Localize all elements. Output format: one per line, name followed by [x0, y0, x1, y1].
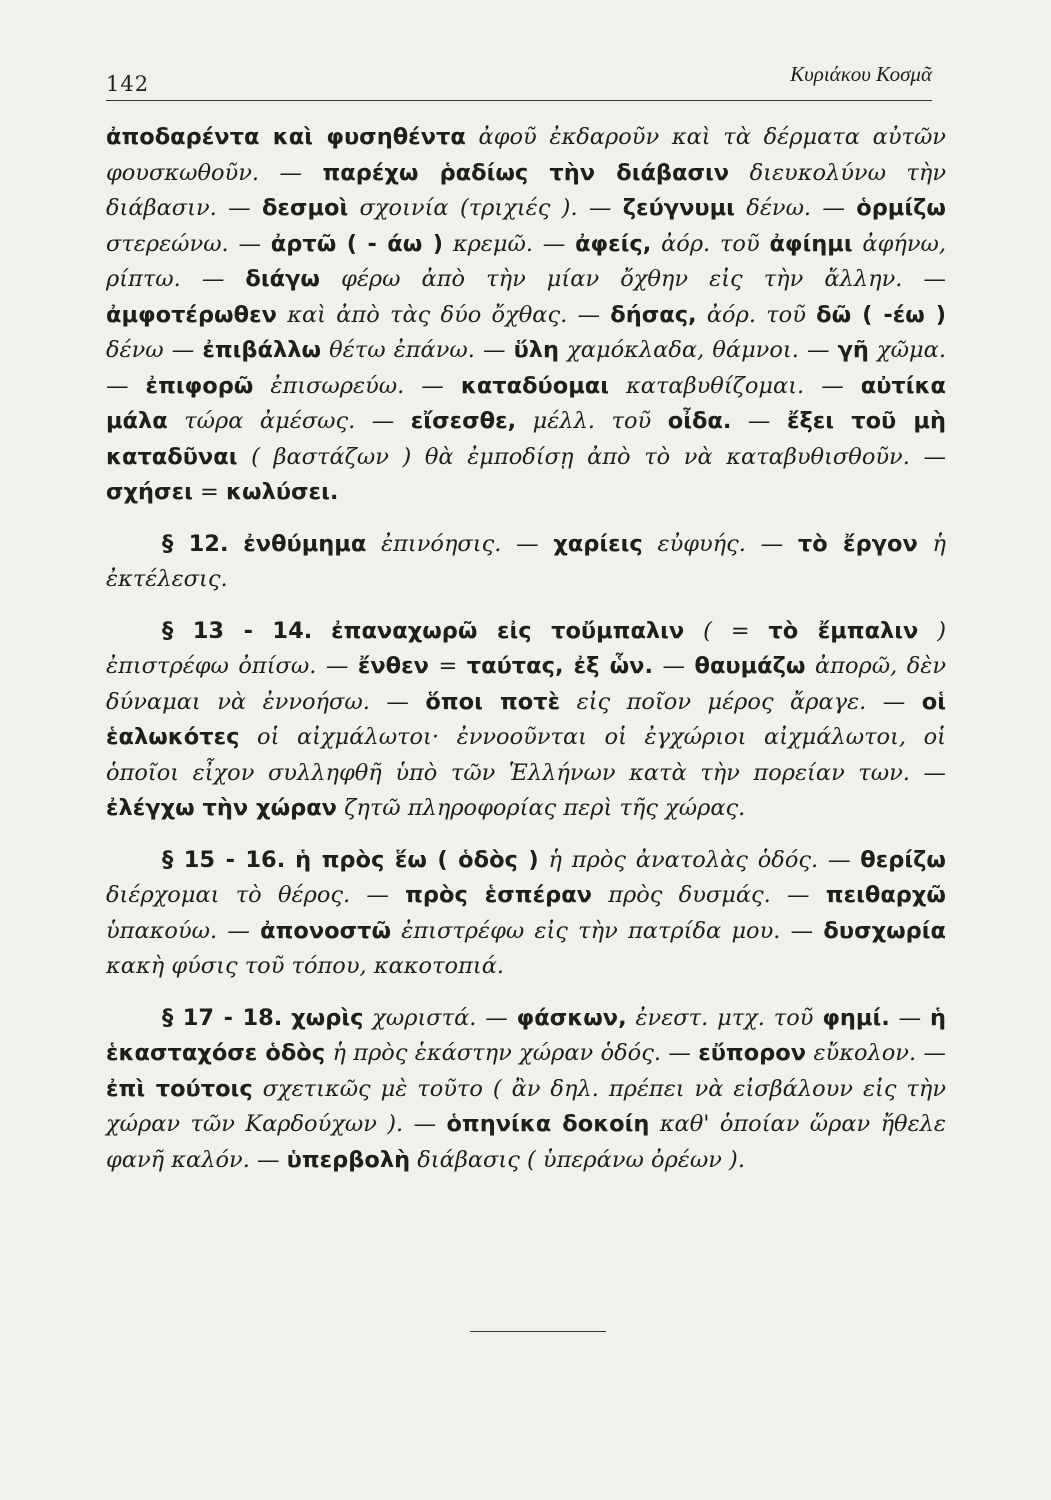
gloss-text: θέτω ἐπάνω. — — [321, 337, 514, 363]
lemma: φάσκων, — [516, 1004, 627, 1031]
gloss-text — [282, 1005, 291, 1031]
gloss-text: χαμόκλαδα, θάμνοι. — — [559, 337, 838, 363]
lemma: ἐπιβάλλω — [202, 337, 322, 363]
lemma: ἀποδαρέντα καὶ φυσηθέντα — [106, 124, 466, 150]
lemma: δυσχωρία — [823, 917, 946, 944]
lemma: θερίζω — [860, 846, 946, 873]
lemma: κωλύσει. — [226, 479, 339, 505]
section-number: § 15 - 16. — [162, 846, 286, 873]
lemma: ἡ ἑκασταχόσε ὁδὸς — [106, 1004, 947, 1066]
gloss-text: μέλλ. τοῦ — [516, 408, 668, 434]
gloss-text: ( βαστάζων ) θὰ ἐμποδίσῃ ἀπὸ τὸ νὰ καταβυθισθοῦν. — — [237, 443, 946, 470]
lemma: διάγω — [245, 266, 320, 292]
lemma: οἱ ἑαλωκότες — [106, 688, 947, 750]
lemma: πρὸς ἑσπέραν — [405, 882, 592, 908]
gloss-text: σχοινία (τριχιές ). — — [348, 195, 623, 221]
lemma: παρέχω ῥαδίως τὴν διάβασιν — [322, 159, 730, 186]
gloss-text — [229, 531, 244, 557]
gloss-text: — — [653, 653, 695, 679]
gloss-text: διευκολύνω τὴν διάβασιν. — — [106, 159, 947, 221]
gloss-text: ) ἐπιστρέφω ὀπίσω. — — [106, 617, 946, 679]
lemma: φημί. — [822, 1004, 890, 1031]
gloss-text: ἡ ἐκτέλεσις. — [106, 530, 946, 592]
paragraph — [106, 527, 946, 598]
gloss-text: οἱ αἰχμάλωτοι· ἐννοοῦνται οἱ ἐγχώριοι αἰχμάλωτοι, οἱ ὁποῖοι εἶχον συλληφθῆ ὑπὸ τῶν Ἑλλήνων κατὰ τὴν πορείαν των. — — [106, 724, 946, 786]
paragraph — [106, 614, 946, 827]
gloss-text: φέρω ἀπὸ τὴν μίαν ὄχθην εἰς τὴν ἄλλην. — — [320, 266, 946, 292]
gloss-text: ζητῶ πληροφορίας περὶ τῆς χώρας. — [337, 795, 746, 821]
paragraph — [106, 843, 946, 985]
page-header — [106, 60, 932, 101]
section-number: § 17 - 18. — [162, 1004, 283, 1031]
lemma: ἔνθεν — [357, 653, 429, 679]
gloss-text: σχετικῶς μὲ τοῦτο ( ἂν δηλ. πρέπει νὰ εἰσβάλουν εἰς τὴν χώραν τῶν Καρδούχων ). — — [106, 1075, 946, 1137]
running-head: Κυριάκου Κοσμᾶ — [790, 62, 932, 86]
gloss-text: ἀφοῦ ἐκδαροῦν καὶ τὰ δέρματα αὐτῶν φουσκωθοῦν. — — [106, 124, 946, 186]
gloss-text: ἐπισωρεύω. — — [253, 372, 461, 399]
gloss-text: — — [889, 1004, 930, 1031]
lemma: σχήσει — [106, 479, 193, 505]
lemma: χωρὶς — [291, 1004, 364, 1031]
lemma: δήσας, — [610, 301, 697, 328]
gloss-text: ὑπακούω. — — [106, 917, 261, 944]
gloss-text: = — [429, 653, 467, 679]
lemma: ἐπὶ τούτοις — [106, 1075, 253, 1102]
gloss-text: δένω — — [106, 337, 203, 363]
gloss-text: κρεμῶ. — — [443, 230, 576, 257]
lemma: εἴσεσθε, — [410, 408, 517, 434]
lemma: ὅποι ποτὲ — [425, 688, 561, 715]
section-number: § 13 - 14. — [162, 617, 313, 644]
gloss-text: διάβασις ( ὑπεράνω ὀρέων ). — [410, 1146, 745, 1173]
gloss-text: καθ' ὁποίαν ὥραν ἤθελε φανῆ καλόν. — — [106, 1111, 947, 1173]
gloss-text: τώρα ἀμέσως. — — [167, 408, 411, 434]
gloss-text: εὐφυής. — — [642, 530, 798, 557]
gloss-text: πρὸς δυσμάς. — — [592, 882, 826, 908]
lemma: ὑπερβολὴ — [286, 1146, 411, 1173]
commentary-body — [106, 120, 946, 1178]
end-rule — [470, 1331, 606, 1332]
lemma: ζεύγνυμι — [622, 195, 735, 221]
gloss-text: ἐπινόησις. — — [366, 530, 554, 557]
lemma: ἐνθύμημα — [243, 530, 367, 557]
lemma: ἀφείς, — [575, 230, 652, 257]
gloss-text: ἡ πρὸς ἑκάστην χώραν ὁδός. — — [325, 1040, 699, 1066]
lemma: οἶδα. — [667, 408, 732, 434]
section-number: § 12. — [162, 530, 229, 557]
lemma: ὁρμίζω — [856, 195, 946, 221]
lemma: πειθαρχῶ — [825, 882, 946, 908]
lemma: ἀρτῶ ( - άω ) — [270, 230, 444, 257]
gloss-text: εἰς ποῖον μέρος ἄραγε. — — [560, 688, 922, 715]
gloss-text: ἀφήνω, ρίπτω. — — [106, 230, 946, 292]
gloss-text: ἡ πρὸς ἀνατολὰς ὁδός. — — [538, 846, 861, 873]
gloss-text: ἀόρ. τοῦ — [696, 301, 817, 328]
lemma: ἀπονοστῶ — [260, 917, 392, 944]
lemma: ὁπηνίκα δοκοίη — [446, 1111, 650, 1137]
lemma: ἡ πρὸς ἕω ( ὁδὸς ) — [295, 846, 539, 873]
lemma: δεσμοὶ — [261, 195, 349, 221]
paragraph — [106, 1001, 946, 1179]
lemma: αὐτίκα μάλα — [106, 372, 947, 434]
lemma: εὔπορον — [698, 1040, 807, 1066]
gloss-text: χῶμα. — — [106, 337, 946, 399]
gloss-text: κακὴ φύσις τοῦ τόπου, κακοτοπιά. — [106, 953, 505, 979]
gloss-text: χωριστά. — — [363, 1004, 517, 1031]
gloss-text: καὶ ἀπὸ τὰς δύο ὄχθας. — — [276, 301, 611, 328]
lemma: ἐλέγχω τὴν χώραν — [106, 795, 338, 821]
lemma: χαρίεις — [553, 530, 643, 557]
lemma: ἀμφοτέρωθεν — [106, 301, 277, 328]
lemma: τὸ ἔμπαλιν — [768, 617, 919, 644]
lemma: ὕλη — [513, 337, 560, 363]
lemma: τὸ ἔργον — [797, 530, 918, 557]
lemma: θαυμάζω — [694, 653, 806, 679]
gloss-text: καταβυθίζομαι. — — [609, 372, 861, 399]
gloss-text: ἀόρ. τοῦ — [651, 230, 770, 257]
lemma: καταδύομαι — [460, 372, 609, 399]
lemma: ἀφίημι — [769, 230, 853, 257]
gloss-text: = — [192, 479, 227, 505]
paragraph — [106, 120, 946, 511]
lemma: ἐπιφορῶ — [145, 372, 254, 399]
gloss-text: στερεώνω. — — [106, 230, 271, 257]
lemma: ταύτας, ἐξ ὧν. — [466, 653, 654, 679]
lemma: ἐπαναχωρῶ εἰς τοὔμπαλιν — [331, 617, 685, 644]
lemma: ἔξει τοῦ μὴ καταδῦναι — [106, 408, 946, 470]
page-number: 142 — [106, 72, 150, 96]
gloss-text — [312, 618, 331, 644]
gloss-text: — — [731, 408, 787, 434]
gloss-text: ἀπορῶ, δὲν δύναμαι νὰ ἐννοήσω. — — [106, 653, 946, 715]
gloss-text: ἐνεστ. μτχ. τοῦ — [626, 1004, 823, 1031]
lemma: γῆ — [837, 337, 869, 363]
gloss-text: ( = — [684, 617, 769, 644]
gloss-text: εὔκολον. — — [806, 1040, 946, 1066]
lemma: δῶ ( -έω ) — [816, 301, 946, 328]
gloss-text: ἐπιστρέφω εἰς τὴν πατρίδα μου. — — [391, 917, 824, 944]
gloss-text: διέρχομαι τὸ θέρος. — — [106, 882, 406, 908]
gloss-text: δένω. — — [734, 195, 857, 221]
gloss-text — [285, 847, 295, 873]
